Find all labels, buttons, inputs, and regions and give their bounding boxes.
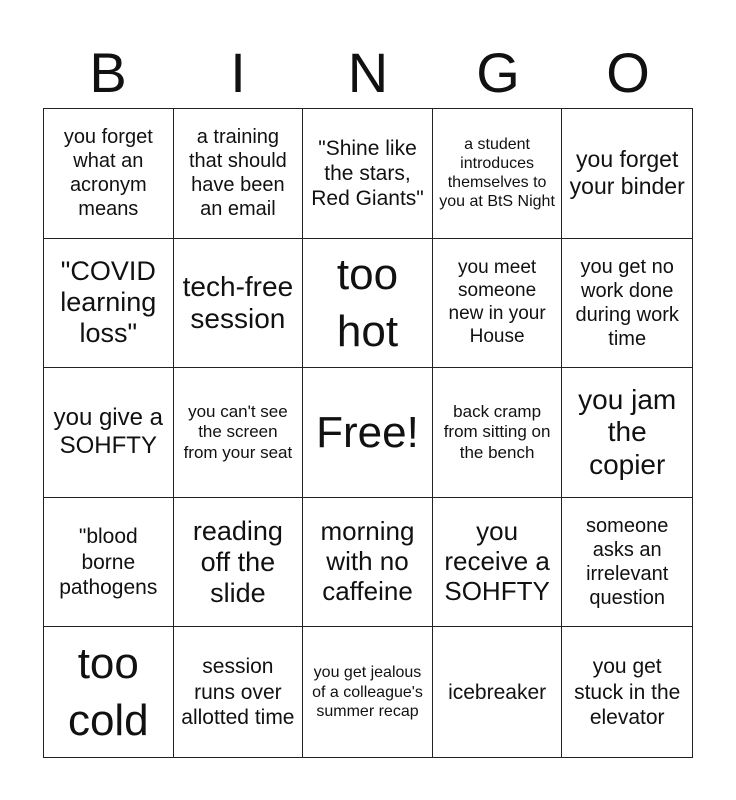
- bingo-cell[interactable]: you can't see the screen from your seat: [174, 368, 304, 498]
- header-letter-n: N: [347, 41, 389, 104]
- bingo-cell[interactable]: you jam the copier: [562, 368, 692, 498]
- free-space-cell[interactable]: Free!: [303, 368, 433, 498]
- bingo-cell[interactable]: too hot: [303, 239, 433, 369]
- bingo-cell[interactable]: a student introduces themselves to you at BtS Night: [433, 109, 563, 239]
- bingo-cell[interactable]: you get no work done during work time: [562, 239, 692, 369]
- bingo-cell[interactable]: "COVID learning loss": [44, 239, 174, 369]
- bingo-header: [43, 42, 693, 104]
- bingo-cell[interactable]: you meet someone new in your House: [433, 239, 563, 369]
- bingo-cell[interactable]: you get jealous of a colleague's summer recap: [303, 627, 433, 757]
- header-letter-g: G: [476, 41, 520, 104]
- bingo-cell[interactable]: a training that should have been an email: [174, 109, 304, 239]
- bingo-cell[interactable]: tech-free session: [174, 239, 304, 369]
- bingo-cell[interactable]: session runs over allotted time: [174, 627, 304, 757]
- bingo-cell[interactable]: too cold: [44, 627, 174, 757]
- header-letter-o: O: [606, 41, 650, 104]
- bingo-cell[interactable]: reading off the slide: [174, 498, 304, 628]
- bingo-cell[interactable]: "blood borne pathogens: [44, 498, 174, 628]
- header-letter-i: I: [230, 41, 246, 104]
- header-letter-b: B: [89, 41, 127, 104]
- bingo-cell[interactable]: you forget what an acronym means: [44, 109, 174, 239]
- bingo-cell[interactable]: "Shine like the stars, Red Giants": [303, 109, 433, 239]
- bingo-cell[interactable]: you receive a SOHFTY: [433, 498, 563, 628]
- bingo-cell[interactable]: you get stuck in the elevator: [574, 655, 681, 729]
- bingo-cell[interactable]: someone asks an irrelevant question: [562, 498, 692, 628]
- bingo-cell[interactable]: back cramp from sitting on the bench: [433, 368, 563, 498]
- bingo-cell[interactable]: icebreaker: [433, 627, 563, 757]
- bingo-cell[interactable]: you forget your binder: [562, 109, 692, 239]
- bingo-cell[interactable]: you give a SOHFTY: [44, 368, 174, 498]
- bingo-board: [43, 108, 693, 758]
- bingo-cell[interactable]: morning with no caffeine: [303, 498, 433, 628]
